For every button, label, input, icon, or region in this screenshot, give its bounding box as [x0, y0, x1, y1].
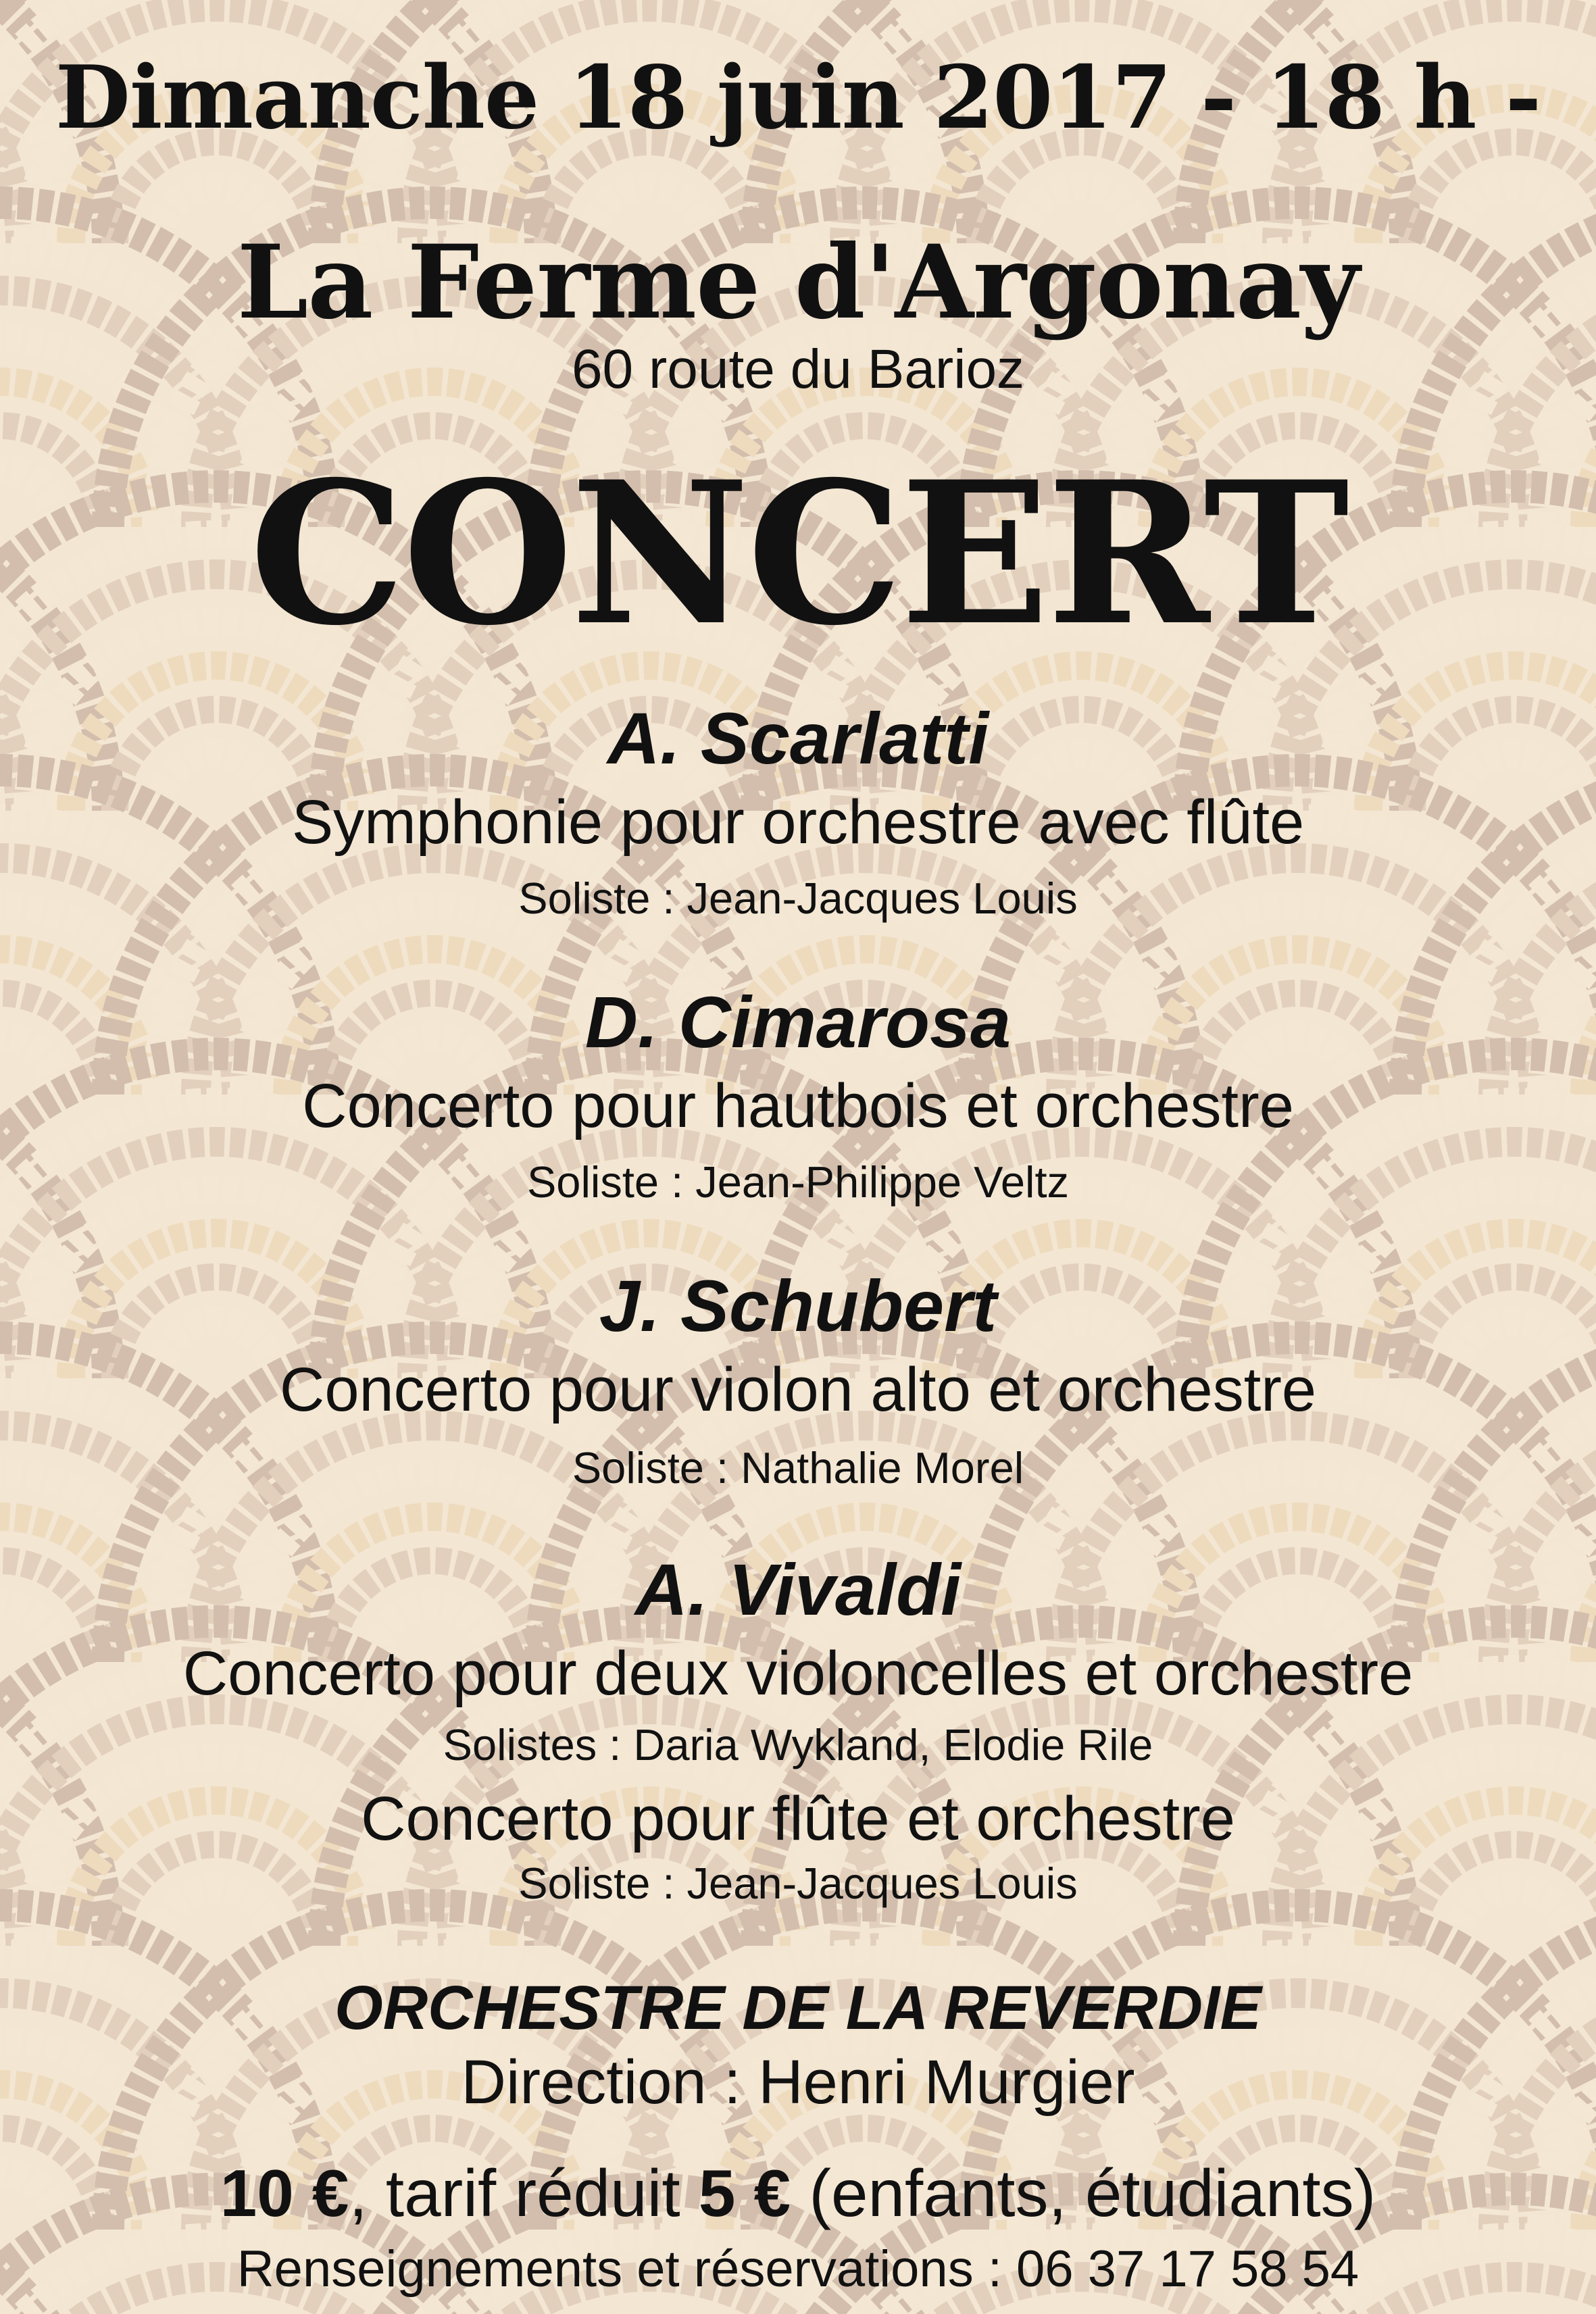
composer-schubert: J. Schubert — [599, 1265, 997, 1347]
reservation-info: Renseignements et réservations : 06 37 17 58 54 — [236, 2240, 1360, 2298]
soloist-line: Soliste : Nathalie Morel — [572, 1443, 1024, 1492]
work-title: Concerto pour violon alto et orchestre — [279, 1355, 1317, 1424]
soloist-line: Soliste : Jean-Jacques Louis — [518, 1859, 1078, 1908]
price-full: 10 € — [220, 2156, 349, 2230]
event-date: Dimanche 18 juin 2017 - 18 h - — [55, 47, 1541, 149]
price-note: (enfants, étudiants) — [791, 2156, 1376, 2230]
soloist-line: Soliste : Jean-Jacques Louis — [518, 874, 1078, 923]
price-separator: , tarif réduit — [349, 2156, 699, 2230]
soloist-line: Solistes : Daria Wykland, Elodie Rile — [443, 1720, 1153, 1769]
price-reduced: 5 € — [698, 2156, 791, 2230]
composer-cimarosa: D. Cimarosa — [584, 981, 1012, 1063]
work-title: Concerto pour flûte et orchestre — [361, 1784, 1235, 1853]
composer-scarlatti: A. Scarlatti — [607, 697, 989, 779]
work-title: Concerto pour hautbois et orchestre — [302, 1072, 1294, 1140]
poster-title: CONCERT — [249, 439, 1347, 669]
venue-address: 60 route du Barioz — [571, 338, 1025, 400]
venue-name: La Ferme d'Argonay — [236, 223, 1360, 342]
work-title: Symphonie pour orchestre avec flûte — [291, 788, 1305, 857]
price-line — [0, 2155, 1596, 2232]
soloist-line: Soliste : Jean-Philippe Veltz — [526, 1157, 1070, 1207]
work-title: Concerto pour deux violoncelles et orchestre — [182, 1639, 1414, 1708]
conductor-line: Direction : Henri Murgier — [461, 2048, 1135, 2117]
orchestra-name: ORCHESTRE DE LA REVERDIE — [334, 1973, 1262, 2042]
composer-vivaldi: A. Vivaldi — [634, 1549, 962, 1630]
